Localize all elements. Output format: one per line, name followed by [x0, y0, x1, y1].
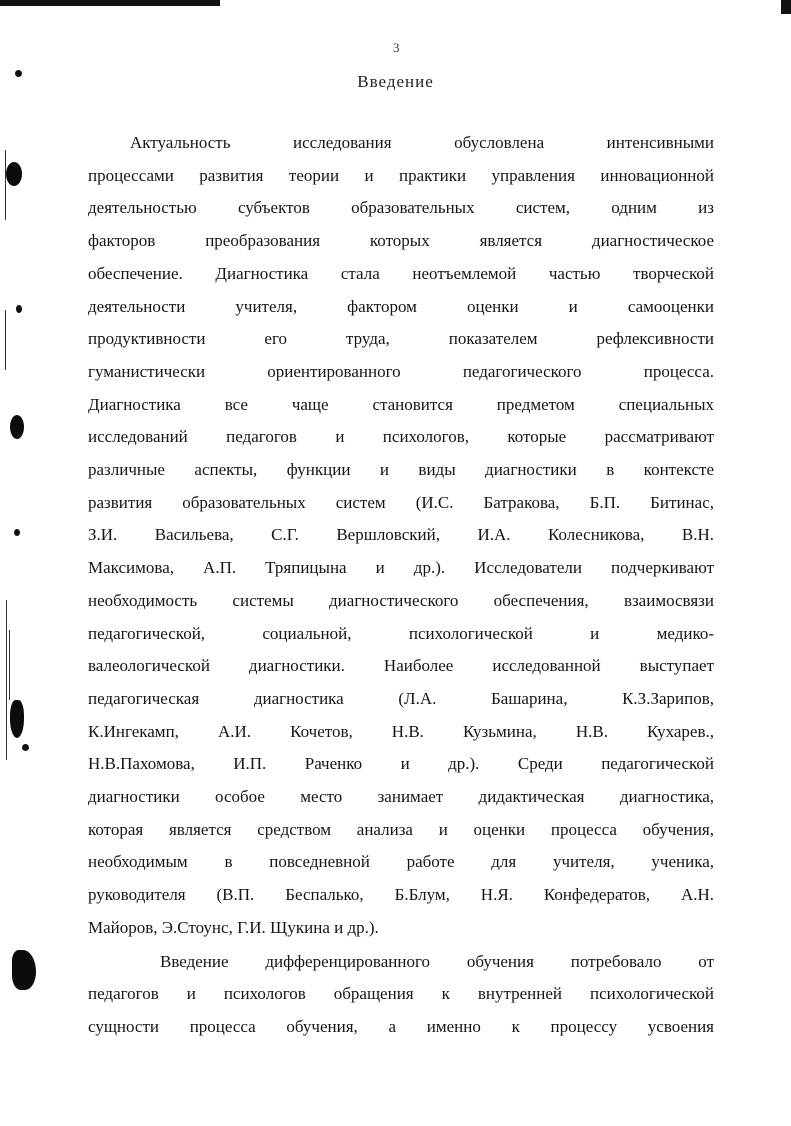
punch-hole: [10, 415, 24, 439]
text-line: процессами развития теории и практики управления инновационной: [88, 165, 714, 185]
punch-hole: [12, 950, 36, 990]
text-line: Актуальность исследования обусловлена интенсивными: [130, 133, 714, 152]
scan-edge-corner: [781, 0, 791, 14]
text-line: Максимова, А.П. Тряпицына и др.). Исследователи подчеркивают: [88, 558, 714, 578]
text-line: деятельности учителя, фактором оценки и самооценки: [88, 296, 714, 316]
body-text: [88, 127, 714, 1044]
text-line: различные аспекты, функции и виды диагностики в контексте: [88, 460, 714, 480]
page-number: 3: [393, 40, 400, 55]
text-line: сущности процесса обучения, а именно к процессу усвоения: [88, 1016, 714, 1036]
punch-hole: [10, 700, 24, 738]
scan-streak: [5, 150, 6, 220]
punch-mark: [14, 529, 20, 536]
text-line: Диагностика все чаще становится предметом специальных: [88, 394, 714, 414]
paragraph-2: [88, 946, 714, 1044]
punch-hole: [6, 162, 22, 186]
text-line: Введение дифференцированного обучения потребовало от: [160, 951, 714, 971]
text-line: которая является средством анализа и оценки процесса обучения,: [88, 819, 714, 839]
text-line: педагогическая диагностика (Л.А. Башарина, К.З.Зарипов,: [88, 688, 714, 708]
text-line: валеологической диагностики. Наиболее исследованной выступает: [88, 656, 714, 676]
text-line: К.Ингекамп, А.И. Кочетов, Н.В. Кузьмина, Н.В. Кухарев.,: [88, 721, 714, 741]
text-line: педагогов и психологов обращения к внутренней психологической: [88, 984, 714, 1004]
text-line: Н.В.Пахомова, И.П. Раченко и др.). Среди педагогической: [88, 754, 714, 774]
text-line: необходимым в повседневной работе для учителя, ученика,: [88, 852, 714, 872]
text-line: обеспечение. Диагностика стала неотъемлемой частью творческой: [88, 263, 714, 283]
scan-streak: [5, 310, 6, 370]
text-line: продуктивности его труда, показателем рефлексивности: [88, 329, 714, 349]
text-line: Майоров, Э.Стоунс, Г.И. Щукина и др.).: [88, 917, 379, 937]
text-line: развития образовательных систем (И.С. Батракова, Б.П. Битинас,: [88, 492, 714, 512]
text-line: гуманистически ориентированного педагогического процесса.: [88, 361, 714, 381]
text-line: руководителя (В.П. Беспалько, Б.Блум, Н.Я. Конфедератов, А.Н.: [88, 885, 714, 905]
section-heading: Введение: [357, 72, 434, 91]
punch-mark: [22, 744, 29, 751]
paragraph-1: [88, 127, 714, 945]
punch-mark: [16, 305, 22, 313]
text-line: деятельностью субъектов образовательных систем, одним из: [88, 198, 714, 218]
text-line: диагностики особое место занимает дидактическая диагностика,: [88, 787, 714, 807]
scan-streak: [9, 630, 10, 700]
scan-edge-top: [0, 0, 220, 6]
text-line: исследований педагогов и психологов, которые рассматривают: [88, 427, 714, 447]
text-line: З.И. Васильева, С.Г. Вершловский, И.А. Колесникова, В.Н.: [88, 525, 714, 545]
text-line: необходимость системы диагностического обеспечения, взаимосвязи: [88, 590, 714, 610]
text-line: факторов преобразования которых является диагностическое: [88, 231, 714, 251]
text-line: педагогической, социальной, психологической и медико-: [88, 623, 714, 643]
scan-streak: [6, 600, 7, 760]
